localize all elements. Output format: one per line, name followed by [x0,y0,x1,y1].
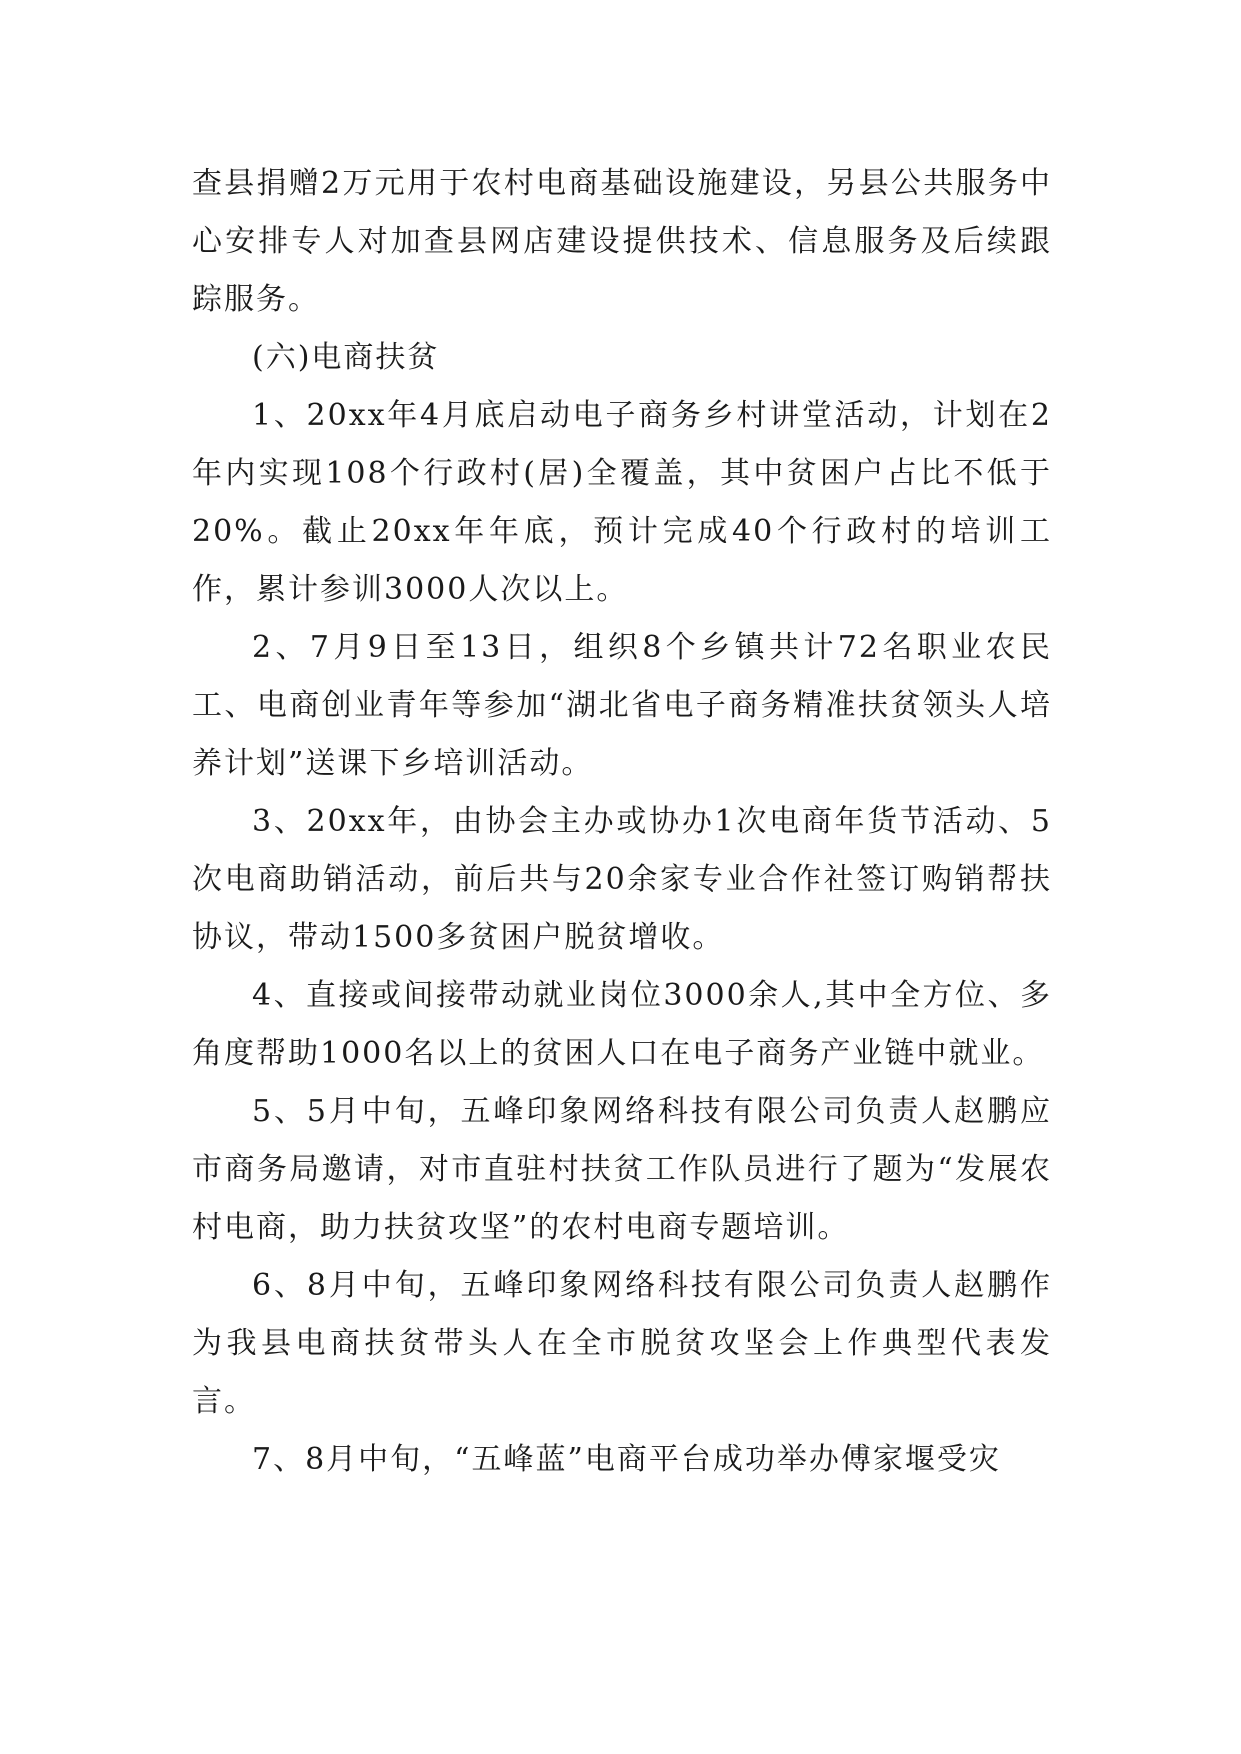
document-body [192,155,1052,1489]
section-heading: (六)电商扶贫 [252,340,440,375]
paragraph-item-6: 6、8月中旬，五峰印象网络科技有限公司负责人赵鹏作为我县电商扶贫带头人在全市脱贫攻坚会上作典型代表发言。 [192,1268,1052,1419]
paragraph-item-2: 2、7月9日至13日，组织8个乡镇共计72名职业农民工、电商创业青年等参加“湖北省电子商务精准扶贫领头人培养计划”送课下乡培训活动。 [192,630,1052,781]
paragraph-continuation: 查县捐赠2万元用于农村电商基础设施建设，另县公共服务中心安排专人对加查县网店建设提供技术、信息服务及后续跟踪服务。 [192,166,1052,317]
paragraph-item-5: 5、5月中旬，五峰印象网络科技有限公司负责人赵鹏应市商务局邀请，对市直驻村扶贫工作队员进行了题为“发展农村电商，助力扶贫攻坚”的农村电商专题培训。 [192,1094,1052,1245]
paragraph-item-3: 3、20xx年，由协会主办或协办1次电商年货节活动、5次电商助销活动，前后共与20余家专业合作社签订购销帮扶协议，带动1500多贫困户脱贫增收。 [192,804,1052,955]
paragraph-item-7: 7、8月中旬，“五峰蓝”电商平台成功举办傅家堰受灾 [252,1442,1001,1477]
paragraph-item-4: 4、直接或间接带动就业岗位3000余人,其中全方位、多角度帮助1000名以上的贫困人口在电子商务产业链中就业。 [192,978,1052,1071]
paragraph-item-1: 1、20xx年4月底启动电子商务乡村讲堂活动，计划在2年内实现108个行政村(居)全覆盖，其中贫困户占比不低于20%。截止20xx年年底，预计完成40个行政村的培训工作，累计参训3000人次以上。 [192,398,1052,607]
